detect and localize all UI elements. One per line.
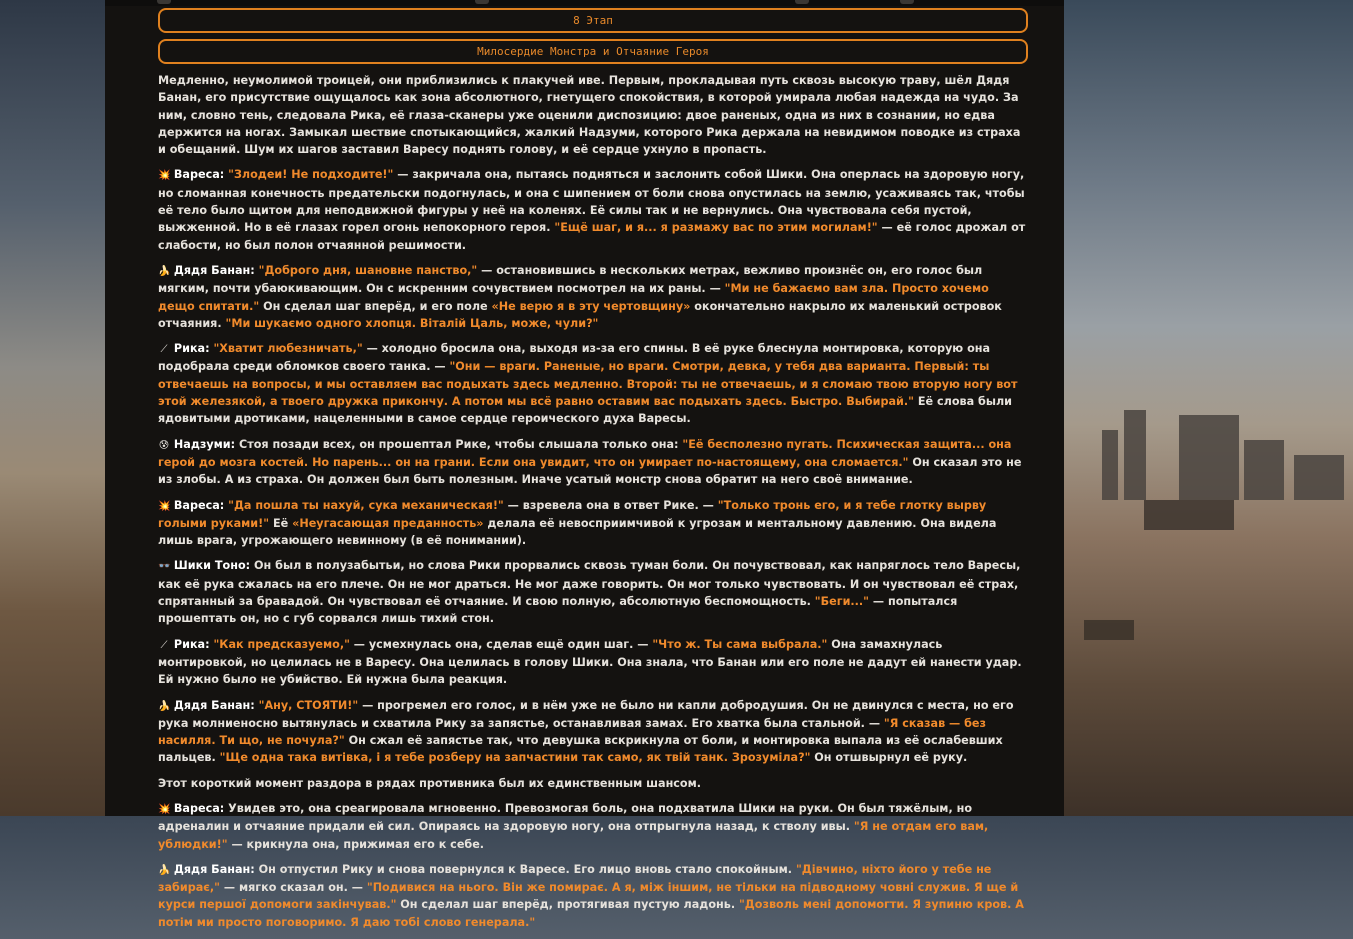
speaker-name: Дядя Банан: [173, 862, 255, 876]
banana-icon: 🍌 [158, 265, 171, 277]
paragraph: 🍌 Дядя Банан: Он отпустил Рику и снова повернулся к Варесе. Его лицо вновь стало спокойным. "Дівчино, ніхто його у тебе не забирає," — мягко сказал он. — "Подивися на нього. Він же помирає. А я, між іншим, не тільки на підводному човні служив. Я ще й курси першої допомоги закінчував." Он сделал шаг вперёд, протягивая пустую ладонь. "Дозволь мені допомогти. Я зупиню кров. А потім ми просто поговоримо. Я даю тобі слово генерала." [158, 862, 1024, 929]
collision-icon: 💥 [158, 500, 171, 512]
chapter-title: Милосердие Монстра и Отчаяние Героя [158, 39, 1028, 64]
collision-icon: 💥 [158, 803, 171, 815]
speaker-name: Вареса: [173, 801, 225, 815]
toolbar-icon[interactable] [900, 0, 914, 4]
paragraph: ⟋ Рика: "Как предсказуемо," — усмехнулась она, сделав ещё один шаг. — "Что ж. Ты сама выбрала." Она замахнулась монтировкой, но целилась не в Варесу. Она целилась в голову Шики. Она знала, что Банан или его поле не дадут ей нанести удар. Ей нужно было не убийство. Ей нужна была реакция. [158, 637, 1022, 687]
paragraph: 🍌 Дядя Банан: "Доброго дня, шановне панство," — остановившись в нескольких метрах, вежливо произнёс он, его голос был мягким, почти убаюкивающим. Он с искренним сочувствием посмотрел на их раны. — "Ми не бажаємо вам зла. Просто хочемо дещо спитати." Он сделал шаг вперёд, и его поле «Не верю я в эту чертовщину» окончательно накрыло их маленький островок отчаяния. "Ми шукаємо одного хлопця. Віталій Цаль, може, чули?" [158, 263, 1002, 330]
banana-icon: 🍌 [158, 700, 171, 712]
toolbar-strip [105, 0, 1064, 6]
background-right [1064, 0, 1353, 816]
paragraph: 😰 Надзуми: Стоя позади всех, он прошептал Рике, чтобы слышала только она: "Её бесполезно пугать. Психическая защита... она герой до мозга костей. Но парень... он на грани. Если она увидит, что он умирает по-настоящему, она сломается." Он сказал это не из злобы. А из страха. Он должен был быть полезным. Иначе усатый монстр снова обратит на него своё внимание. [158, 437, 1022, 487]
paragraph: 💥 Вареса: Увидев это, она среагировала мгновенно. Превозмогая боль, она подхватила Шики на руки. Он был тяжёлым, но адреналин и отчаяние придали ей сил. Опираясь на здоровую ногу, она отпрыгнула назад, к стволу ивы. "Я не отдам его вам, ублюдки!" — крикнула она, прижимая его к себе. [158, 801, 989, 851]
paragraph: 💥 Вареса: "Злодеи! Не подходите!" — закричала она, пытаясь подняться и заслонить собой Шики. Она оперлась на здоровую ногу, но сломанная конечность предательски подогнулась, и она с шипением от боли снова опустилась на землю, усаживаясь так, чтобы её тело было щитом для неподвижной фигуры у неё на коленях. Её силы так и не вернулись. Она чувствовала себя пустой, выжженной. Но в её глазах горел огонь непокорного героя. "Ещё шаг, и я... я размажу вас по этим могилам!" — её голос дрожал от слабости, но был полон отчаянной решимости. [158, 168, 1026, 252]
background-left [0, 0, 105, 816]
stage-label: 8 Этап [158, 8, 1028, 33]
story-text [158, 72, 1028, 939]
speaker-name: Рика: [173, 637, 210, 651]
story-panel [105, 0, 1064, 929]
paragraph: Этот короткий момент раздора в рядах противника был их единственным шансом. [158, 776, 702, 790]
toolbar-icon[interactable] [795, 0, 809, 4]
glasses-icon: 👓 [158, 561, 171, 573]
speaker-name: Рика: [173, 342, 210, 356]
speaker-name: Вареса: [173, 498, 225, 512]
toolbar-icon[interactable] [475, 0, 489, 4]
banana-icon: 🍌 [158, 864, 171, 876]
paragraph: 💥 Вареса: "Да пошла ты нахуй, сука механическая!" — взревела она в ответ Рике. — "Только тронь его, и я тебе глотку вырву голыми руками!" Её «Неугасающая преданность» делала её невосприимчивой к угрозам и ментальному давлению. Она видела лишь врага, угрожающего невинному (в её понимании). [158, 498, 997, 548]
crowbar-icon: ⟋ [160, 344, 168, 356]
speaker-name: Вареса: [173, 168, 225, 182]
anxious-face-icon: 😰 [158, 439, 170, 451]
crowbar-icon: ⟋ [160, 639, 168, 651]
paragraph: ⟋ Рика: "Хватит любезничать," — холодно бросила она, выходя из-за его спины. В её руке блеснула монтировка, которую она подобрала среди обломков своего танка. — "Они — враги. Раненые, но враги. Смотри, девка, у тебя два варианта. Первый: ты отвечаешь на вопросы, и мы оставляем вас подыхать здесь медленно. Второй: ты не отвечаешь, и я сломаю твою вторую ногу вот этой железякой, а твоего дружка прикончу. А потом мы всё равно оставим вас подыхать здесь. Быстро. Выбирай." Её слова были ядовитыми дротиками, нацеленными в самое сердце героического духа Варесы. [158, 342, 1018, 426]
speaker-name: Шики Тоно: [173, 559, 251, 573]
speaker-name: Надзуми: [173, 437, 236, 451]
paragraph: Медленно, неумолимой троицей, они приблизились к плакучей иве. Первым, прокладывая путь сквозь высокую траву, шёл Дядя Банан, его присутствие ощущалось как зона абсолютного, гнетущего спокойствия, в которой умирала любая надежда на чудо. За ним, словно тень, следовала Рика, её глаза-сканеры уже оценили диспозицию: двое раненых, одна из них в сознании, но едва держится на ногах. Замыкал шествие спотыкающийся, жалкий Надзуми, которого Рика держала на невидимом поводке из страха и обещаний. Шум их шагов заставил Варесу поднять голову, и её сердце ухнуло в пропасть. [158, 74, 1021, 157]
speaker-name: Дядя Банан: [173, 698, 255, 712]
collision-icon: 💥 [158, 170, 171, 182]
paragraph: 👓 Шики Тоно: Он был в полузабытьи, но слова Рики прорвались сквозь туман боли. Он почувствовал, как напряглось тело Варесы, как её рука сжалась на его плече. Он не мог драться. Не мог даже говорить. Он мог только чувствовать. И он чувствовал её страх, спрятанный за бравадой. Он чувствовал её отчаяние. И свою полную, абсолютную беспомощность. "Беги..." — попытался прошептать он, но с губ сорвался лишь тихий стон. [158, 559, 1021, 626]
speaker-name: Дядя Банан: [173, 263, 255, 277]
menu-icon[interactable] [157, 0, 171, 4]
paragraph: 🍌 Дядя Банан: "Ану, СТОЯТИ!" — прогремел его голос, и в нём уже не было ни капли добродушия. Он не двинулся с места, но его рука молниеносно вытянулась и схватила Рику за запястье, останавливая замах. Его хватка была стальной. — "Я сказав — без насилля. Ти що, не почула?" Он сжал её запястье так, что девушка вскрикнула от боли, и монтировка выпала из её ослабевших пальцев. "Ще одна така витівка, і я тебе розберу на запчастини так само, як твій танк. Зрозуміла?" Он отшвырнул её руку. [158, 698, 1014, 765]
